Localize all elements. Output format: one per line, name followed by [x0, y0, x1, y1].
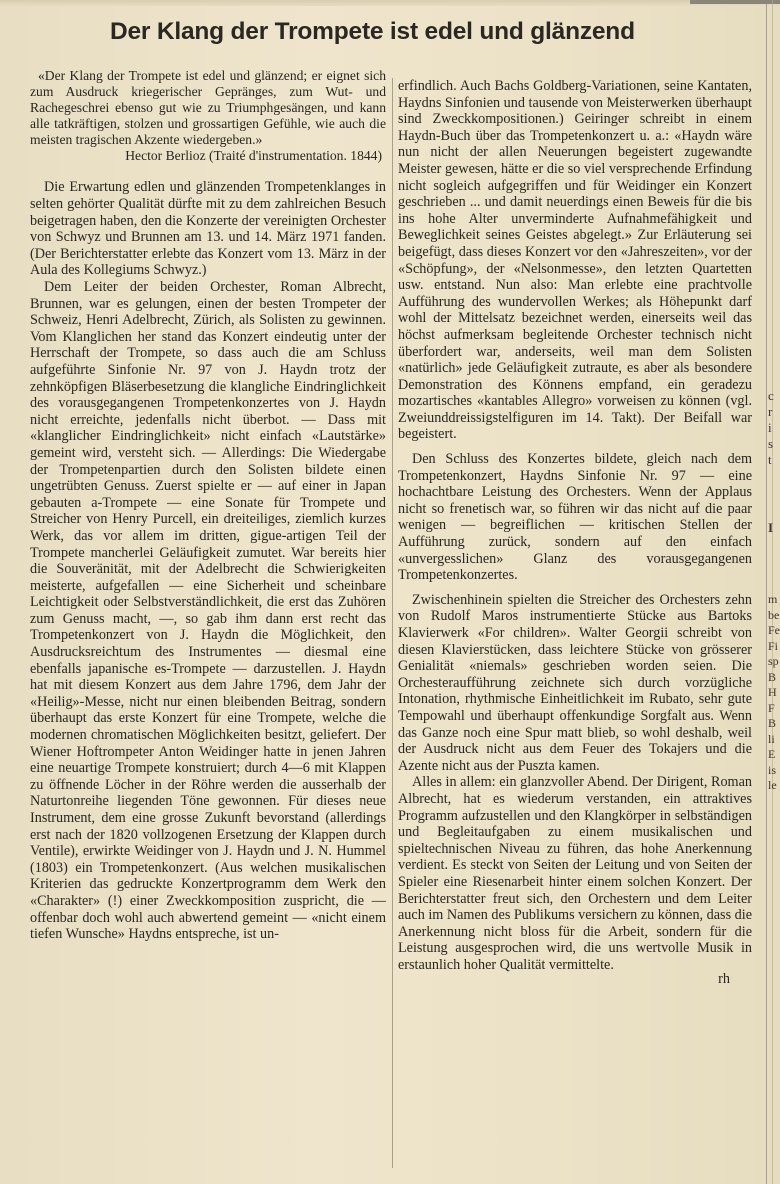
page-top-edge: [0, 0, 780, 6]
column-divider: [392, 78, 393, 1168]
margin-fragment-upper: c r i s t: [768, 388, 774, 467]
author-signature: rh: [718, 971, 730, 988]
paragraph-bartok: Zwischenhinein spielten die Streicher des Orchesters zehn von Rudolf Maros instrumentierte Stücke aus Bartoks Klavierwerk «For children». Walter Georgii schreibt von diesen Klavierstücken, dass leichtere Stücke von grösserer Genialität «niemals» geschrieben worden seien. Die Orchesteraufführung zeichnete sich durch vorzügliche Intonation, rhythmische Einheitlichkeit im Rubato, sehr gute Tempowahl und überhaupt offenkundige Sorgfalt aus. Wenn das Ganze noch eine Spur matt blieb, so wohl deshalb, weil der Ausdruck nicht aus dem Feuer des Tokajers und die Azente nicht aus der Puszta kamen.: [398, 591, 752, 774]
paragraph-conclusion: Alles in allem: ein glanzvoller Abend. Der Dirigent, Roman Albrecht, hat es wiederum verstanden, ein attraktives Programm aufzustellen und den Klangkörper in selbständigen und Begleitaufgaben zu einem musikalischen und spieltechnischen Niveau zu führen, das hohe Anerkennung verdient. Es steckt von Seiten der Leitung und von Seiten der Spieler eine Riesenarbeit hinter einem solchen Konzert. Der Berichterstatter freut sich, den Orchestern und dem Leiter auch im Namen des Publikums versichern zu können, dass die Anerkennung nicht bloss für die Arbeit, sondern für die Leistung ausgesprochen wird, die uns wertvolle Musik in erstaunlich hoher Qualität vermittelte.: [398, 774, 752, 973]
article-column-left: [30, 68, 386, 943]
article-headline: Der Klang der Trompete ist edel und glänzend: [110, 18, 635, 45]
paragraph-soloist: Dem Leiter der beiden Orchester, Roman Albrecht, Brunnen, war es gelungen, einen der besten Trompeter der Schweiz, Henri Adelbrecht, Zürich, als Solisten zu gewinnen. Vom Klanglichen her stand das Konzert eindeutig unter der Herrschaft der Trompete, so dass auch die am Schluss aufgeführte Sinfonie Nr. 97 von J. Haydn trotz der zehnköpfigen Bläserbesetzung die klangliche Eindringlichkeit des vorausgegangenen Trompetenkonzertes von J. Haydn nicht erreichte, jedenfalls nicht überbot. — Dass mit «klanglicher Eindringlichkeit» nicht einfach «Lautstärke» gemeint wird, versteht sich. — Allerdings: Die Wiedergabe der Trompetenpartien durch den Solisten bildete einen ungetrübten Genuss. Zuerst spielte er — auf einer in Japan gebauten a-Trompete — eine Sonate für Trompete und Streicher von Henry Purcell, ein dreiteiliges, ziemlich kurzes Werk, das vor allem im dritten, gigue-artigen Teil der Trompete mancherlei Geläufigkeit zumutet. War bereits hier die Souveränität, mit der Adelbrecht die Schwierigkeiten meisterte, aufgefallen — eine Sicherheit und scheinbare Leichtigkeit oder Selbstverständlichkeit, die erst das Zuhören zum Genuss macht, —, so gab ihm dann erst recht das Trompetenkonzert von J. Haydn die Möglichkeit, den Ausdrucksreichtum des Instrumentes — diesmal eine ebenfalls japanische es-Trompete — darzustellen. J. Haydn hat mit diesem Konzert aus dem Jahre 1796, dem Jahr der «Heilig»-Messe, nicht nur einen bleibenden Beitrag, sondern überhaupt das erste Konzert für eine Trompete, welche die modernen chromatischen Möglichkeiten besitzt, geliefert. Der Wiener Hoftrompeter Anton Weidinger hatte in jenen Jahren eine neuartige Trompete konstruiert; durch 4—6 mit Klappen zu öffnende Löcher in der Röhre werden die ausserhalb der Naturtonreihe liegenden Töne gewonnen. Für dieses neue Instrument, dem eine grosse Zukunft bevorstand (allerdings erst nach der 1820 vollzogenen Ersetzung der Klappen durch Ventile), erwirkte Weidinger von J. Haydn und J. N. Hummel (1803) ein Trompetenkonzert. (Aus welchen musikalischen Kriterien das gedruckte Konzertprogramm dem Werk den «Charakter» (!) einer Zweckkomposition zuspricht, die — offenbar doch wohl auch abwertend gemeint — «nicht einem tiefen Wunsche» Haydns entspreche, ist un-: [30, 279, 386, 943]
margin-fragment-mid: I: [768, 520, 774, 535]
paragraph-symphony: Den Schluss des Konzertes bildete, gleich nach dem Trompetenkonzert, Haydns Sinfonie Nr. 97 — eine hochachtbare Leistung des Orchesters. Wenn der Applaus nicht so frenetisch war, so führen wir das nicht auf die paar wenigen — begreiflichen — kritischen Stellen der Aufführung zurück, sondern auf den einfach «unvergesslichen» Glanz des vorausgegangenen Trompetenkonzertes.: [398, 451, 752, 584]
epigraph-attribution: Hector Berlioz (Traité d'instrumentation. 1844): [125, 147, 382, 163]
article-column-right: [398, 78, 752, 988]
paragraph-haydn-concerto: erfindlich. Auch Bachs Goldberg-Variationen, seine Kantaten, Haydns Sinfonien und tausende von Meisterwerken überhaupt sind Zweckkompositionen.) Geiringer schreibt in einem Haydn-Buch über das Trompetenkonzert u. a.: «Haydn wäre nun nicht der allen Neuerungen begeistert zugewandte Meister gewesen, hätte er die so viel versprechende Erfindung nicht sogleich aufgegriffen und für Weidinger ein Konzert geschrieben ... und damit neuerdings einen Beweis für die bis ins hohe Alter unverminderte Aufnahmefähigkeit und Beweglichkeit seines Geistes abgelegt.» Zur Erläuterung sei beigefügt, dass dieses Konzert vor den «Jahreszeiten», vor der «Schöpfung», der «Nelsonmesse», den letzten Quartetten usw. entstand. Nun also: Man erlebte eine prachtvolle Aufführung des wundervollen Werkes; als Höhepunkt darf wohl der Mittelsatz bezeichnet werden, einerseits weil das höchst aufmerksam begleitende Orchester technisch nicht überfordert war, anderseits, weil man dem Solisten «natürlich» jede Geläufigkeit zutraute, es aber als besondere Demonstration des Könnens empfand, ein geradezu mozartisches «kantables Allegro» vorweisen zu können (vgl. Zweiunddreissigstelfiguren im 14. Takt). Der Beifall war begeistert.: [398, 78, 752, 443]
paragraph-intro: Die Erwartung edlen und glänzenden Trompetenklanges in selten gehörter Qualität dürfte mit zu dem zahlreichen Besuch beigetragen haben, den die Konzerte der vereinigten Orchester von Schwyz und Brunnen am 13. und 14. März 1971 fanden. (Der Berichterstatter erlebte das Konzert vom 13. März in der Aula des Kollegiums Schwyz.): [30, 179, 386, 279]
epigraph-quote: «Der Klang der Trompete ist edel und glänzend; er eignet sich zum Ausdruck kriegerischer Gepränges, zum Wut- und Rachegeschrei ebenso gut wie zu Triumphgesängen, und kann alle tatkräftigen, stolzen und grossartigen Gefühle, wie auch die meisten tragischen Akzente wiedergeben.»: [30, 68, 386, 147]
column-rule-right-edge: [766, 0, 767, 1184]
margin-fragment-lower: m be Fe Fi sp B H F B li E is le: [768, 592, 780, 792]
